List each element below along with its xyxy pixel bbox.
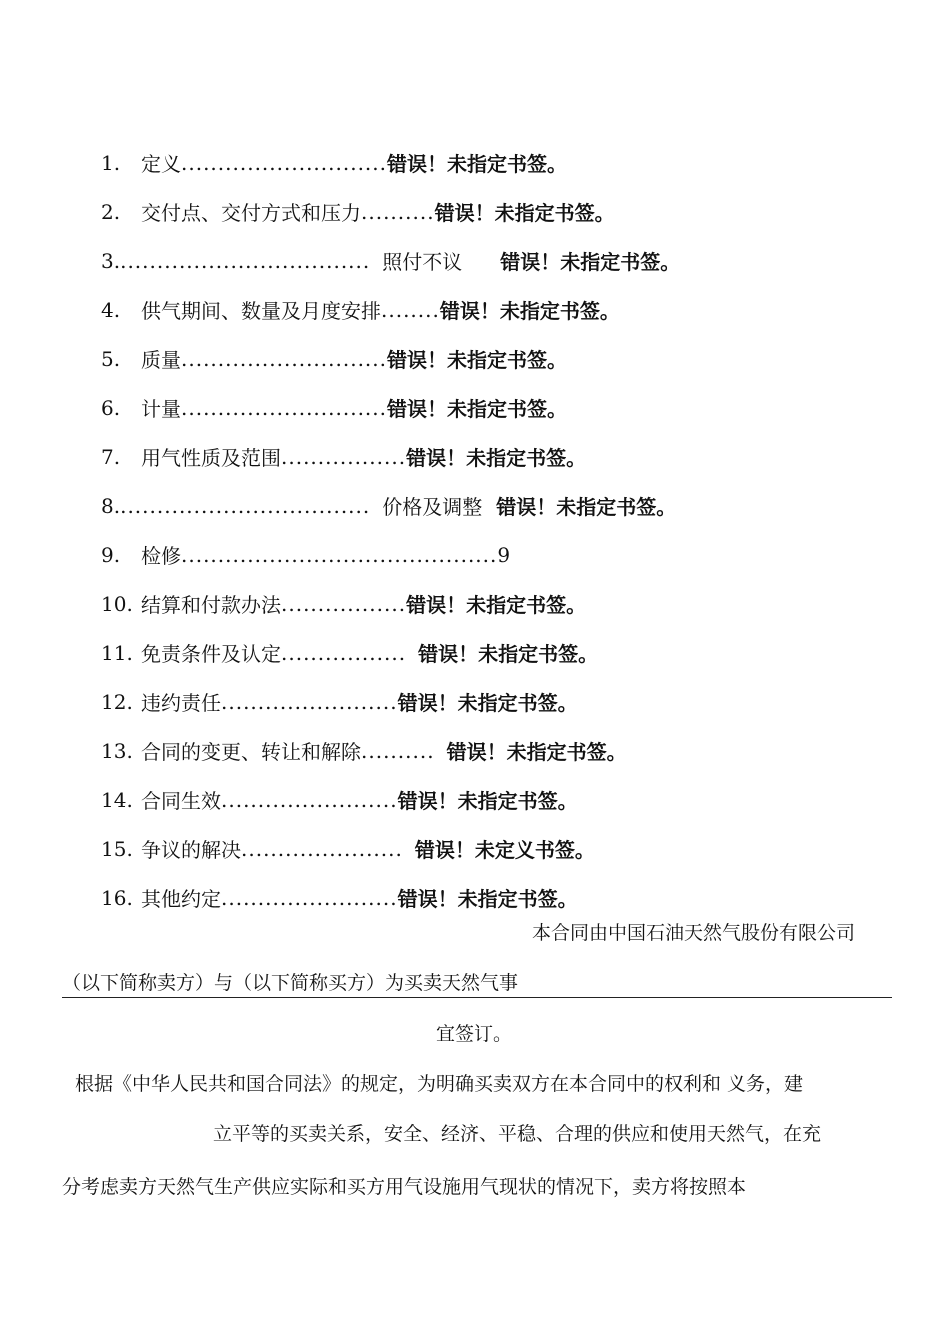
toc-entry-title: 交付点、交付方式和压力 (141, 201, 361, 225)
toc-entry[interactable] (101, 873, 901, 922)
toc-entry[interactable] (101, 236, 901, 285)
toc-entry[interactable] (101, 824, 901, 873)
toc-entry-title: 价格及调整 (382, 495, 483, 519)
toc-entry-title: 计量 (141, 397, 181, 421)
toc-entry-leader-dots: ........................ (221, 689, 398, 714)
toc-entry[interactable] (101, 677, 901, 726)
toc-entry-title: 合同的变更、转让和解除 (141, 740, 361, 764)
toc-entry-leader-dots: ................. (281, 444, 407, 469)
toc-entry-number: 9. (101, 542, 121, 567)
toc-entry-bookmark-error: 错误！未指定书签。 (397, 789, 578, 813)
toc-entry[interactable] (101, 187, 901, 236)
toc-entry-number: 2. (101, 199, 121, 224)
toc-entry-title: 合同生效 (141, 789, 221, 813)
toc-entry[interactable] (101, 579, 901, 628)
toc-entry-leader-dots: ................. (281, 640, 407, 665)
toc-entry-number: 10. (101, 591, 133, 616)
toc-entry[interactable] (101, 334, 901, 383)
toc-entry[interactable] (101, 285, 901, 334)
toc-entry-leader-dots: ................. (281, 591, 407, 616)
toc-entry-leader-dots: ............................ (181, 150, 388, 175)
toc-entry-title: 定义 (141, 152, 181, 176)
toc-entry[interactable] (101, 432, 901, 481)
toc-entry-title: 其他约定 (141, 887, 221, 911)
table-of-contents (101, 138, 901, 922)
toc-entry-leader-dots: ............................ (181, 395, 388, 420)
toc-entry-bookmark-error: 错误！未指定书签。 (397, 887, 578, 911)
toc-entry-number: 15. (101, 836, 133, 861)
toc-entry-leader-dots: ...................... (241, 836, 403, 861)
toc-entry-bookmark-error: 错误！未指定书签。 (387, 348, 568, 372)
toc-entry-bookmark-error: 错误！未指定书签。 (439, 299, 620, 323)
toc-entry[interactable] (101, 628, 901, 677)
contract-paragraph-line-1: 根据《中华人民共和国合同法》的规定，为明确买卖双方在本合同中的权利和 义务，建 (75, 1073, 804, 1095)
toc-entry-title: 争议的解决 (141, 838, 241, 862)
toc-entry-bookmark-error: 错误！未指定书签。 (434, 201, 615, 225)
toc-entry-number: 6. (101, 395, 121, 420)
toc-entry-title: 违约责任 (141, 691, 221, 715)
section-divider (62, 997, 892, 998)
toc-entry[interactable] (101, 726, 901, 775)
toc-entry[interactable] (101, 481, 901, 530)
toc-entry[interactable] (101, 530, 901, 579)
toc-entry-bookmark-error: 错误！未指定书签。 (496, 495, 677, 519)
toc-entry-leader-dots: ........................ (221, 787, 398, 812)
contract-paragraph-line-2: 立平等的买卖关系，安全、经济、平稳、合理的供应和使用天然气，在充 (213, 1123, 822, 1145)
toc-entry-leader-dots: ........................................... (181, 542, 498, 567)
toc-entry-leader-dots: .......... (361, 738, 435, 763)
toc-entry-title: 质量 (141, 348, 181, 372)
toc-entry-leader-dots: ............................ (181, 346, 388, 371)
toc-entry-title: 供气期间、数量及月度安排 (141, 299, 381, 323)
toc-entry-bookmark-error: 错误！未指定书签。 (387, 152, 568, 176)
contract-intro-line-2: （以下简称卖方）与（以下简称买方）为买卖天然气事 (62, 972, 519, 994)
toc-entry-title: 免责条件及认定 (141, 642, 281, 666)
toc-entry-bookmark-error: 错误！未指定书签。 (446, 740, 627, 764)
toc-entry-bookmark-error: 错误！未指定书签。 (397, 691, 578, 715)
toc-entry-bookmark-error: 错误！未指定书签。 (406, 593, 587, 617)
toc-entry-number: 3. (101, 248, 121, 273)
toc-entry-leader-dots: .................................. (120, 493, 371, 518)
toc-entry-number: 14. (101, 787, 133, 812)
toc-entry-number: 13. (101, 738, 133, 763)
toc-entry-number: 5. (101, 346, 121, 371)
toc-entry-bookmark-error: 错误！未指定书签。 (387, 397, 568, 421)
toc-entry-bookmark-error: 错误！未指定书签。 (500, 250, 681, 274)
toc-entry-bookmark-error: 错误！未指定书签。 (418, 642, 599, 666)
contract-intro-line-3: 宜签订。 (436, 1023, 513, 1045)
contract-paragraph-line-3: 分考虑卖方天然气生产供应实际和买方用气设施用气现状的情况下，卖方将按照本 (62, 1176, 747, 1198)
toc-entry-number: 12. (101, 689, 133, 714)
toc-entry-number: 8. (101, 493, 121, 518)
toc-entry[interactable] (101, 775, 901, 824)
toc-entry-title: 检修 (141, 544, 181, 568)
toc-entry-title: 结算和付款办法 (141, 593, 281, 617)
toc-entry-leader-dots: .................................. (120, 248, 371, 273)
toc-entry-bookmark-error: 错误！未指定书签。 (406, 446, 587, 470)
toc-entry-leader-dots: ........................ (221, 885, 398, 910)
toc-entry[interactable] (101, 383, 901, 432)
toc-entry-bookmark-error: 错误！未定义书签。 (414, 838, 595, 862)
toc-entry-leader-dots: .......... (361, 199, 435, 224)
toc-entry[interactable] (101, 138, 901, 187)
toc-entry-number: 16. (101, 885, 133, 910)
toc-entry-page-number: 9 (497, 542, 511, 567)
contract-intro-line-1: 本合同由中国石油天然气股份有限公司 (532, 922, 856, 944)
toc-entry-leader-dots: ........ (381, 297, 440, 322)
toc-entry-number: 4. (101, 297, 121, 322)
toc-entry-title: 照付不议 (382, 250, 463, 274)
toc-entry-title: 用气性质及范围 (141, 446, 281, 470)
toc-entry-number: 7. (101, 444, 121, 469)
toc-entry-number: 11. (101, 640, 133, 665)
toc-entry-number: 1. (101, 150, 121, 175)
